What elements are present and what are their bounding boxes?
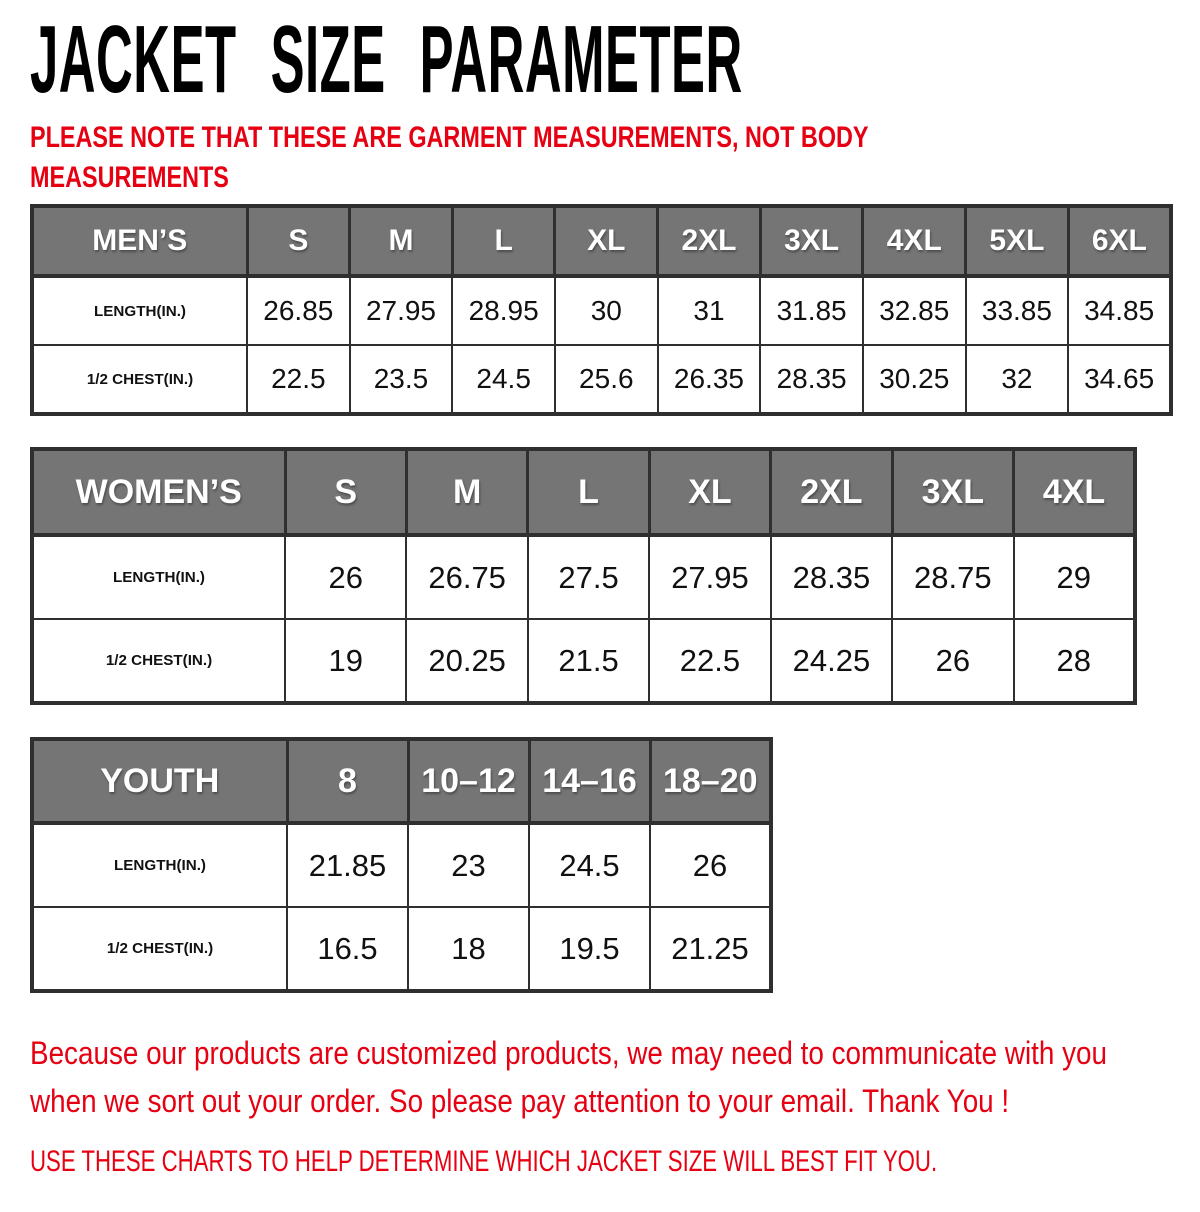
mens-size-column-header: S	[247, 206, 350, 276]
womens-size-column-header: L	[528, 449, 649, 535]
womens-size-column-header: XL	[649, 449, 770, 535]
mens-size-value: 31.85	[760, 276, 863, 345]
mens-table-title: MEN’S	[32, 206, 247, 276]
mens-size-value: 25.6	[555, 345, 658, 414]
womens-table-row	[32, 535, 1135, 619]
womens-row-label: 1/2 CHEST(IN.)	[32, 619, 285, 703]
mens-size-value: 30.25	[863, 345, 966, 414]
womens-size-value: 26	[892, 619, 1013, 703]
garment-measurement-note-line2: MEASUREMENTS	[30, 161, 229, 194]
mens-size-value: 34.65	[1068, 345, 1171, 414]
youth-size-value: 21.85	[287, 823, 408, 907]
mens-size-value: 26.35	[658, 345, 761, 414]
garment-measurement-note	[30, 118, 943, 198]
youth-size-value: 26	[650, 823, 771, 907]
womens-size-value: 26	[285, 535, 406, 619]
mens-size-column-header: XL	[555, 206, 658, 276]
womens-row-label: LENGTH(IN.)	[32, 535, 285, 619]
mens-table-row	[32, 276, 1171, 345]
womens-size-value: 27.95	[649, 535, 770, 619]
youth-size-value: 16.5	[287, 907, 408, 991]
mens-size-value: 27.95	[350, 276, 453, 345]
youth-size-column-header: 14–16	[529, 739, 650, 823]
mens-size-column-header: 6XL	[1068, 206, 1171, 276]
page-title	[30, 6, 1200, 113]
customization-notice-line2: when we sort out your order. So please pay attention to your email. Thank You !	[30, 1083, 1010, 1119]
womens-size-value: 22.5	[649, 619, 770, 703]
womens-size-value: 28.75	[892, 535, 1013, 619]
youth-size-value: 18	[408, 907, 529, 991]
womens-size-value: 24.25	[771, 619, 892, 703]
mens-size-value: 24.5	[452, 345, 555, 414]
youth-row-label: 1/2 CHEST(IN.)	[32, 907, 287, 991]
womens-size-table	[30, 447, 1137, 705]
mens-size-value: 23.5	[350, 345, 453, 414]
womens-size-value: 29	[1014, 535, 1135, 619]
womens-size-column-header: 2XL	[771, 449, 892, 535]
customization-notice	[30, 1029, 1108, 1125]
page-title-text: JACKET SIZE PARAMETER	[30, 6, 743, 113]
garment-measurement-note-line1: PLEASE NOTE THAT THESE ARE GARMENT MEASUREMENTS, NOT BODY	[30, 121, 869, 154]
mens-size-column-header: M	[350, 206, 453, 276]
mens-size-column-header: L	[452, 206, 555, 276]
youth-size-column-header: 18–20	[650, 739, 771, 823]
mens-header-row	[32, 206, 1171, 276]
mens-row-label: LENGTH(IN.)	[32, 276, 247, 345]
youth-header-row	[32, 739, 771, 823]
mens-size-value: 28.35	[760, 345, 863, 414]
mens-size-value: 33.85	[966, 276, 1069, 345]
youth-size-value: 24.5	[529, 823, 650, 907]
mens-size-column-header: 3XL	[760, 206, 863, 276]
mens-table-row	[32, 345, 1171, 414]
mens-size-value: 32	[966, 345, 1069, 414]
womens-size-value: 27.5	[528, 535, 649, 619]
youth-size-value: 23	[408, 823, 529, 907]
womens-size-column-header: 4XL	[1014, 449, 1135, 535]
mens-size-value: 32.85	[863, 276, 966, 345]
womens-size-value: 20.25	[406, 619, 527, 703]
youth-size-column-header: 10–12	[408, 739, 529, 823]
youth-size-value: 21.25	[650, 907, 771, 991]
youth-table-title: YOUTH	[32, 739, 287, 823]
mens-size-table	[30, 204, 1173, 416]
womens-size-value: 21.5	[528, 619, 649, 703]
youth-size-column-header: 8	[287, 739, 408, 823]
womens-size-column-header: S	[285, 449, 406, 535]
mens-row-label: 1/2 CHEST(IN.)	[32, 345, 247, 414]
womens-size-value: 28.35	[771, 535, 892, 619]
womens-size-value: 28	[1014, 619, 1135, 703]
mens-size-value: 31	[658, 276, 761, 345]
womens-size-value: 19	[285, 619, 406, 703]
mens-size-value: 26.85	[247, 276, 350, 345]
mens-size-value: 28.95	[452, 276, 555, 345]
womens-size-column-header: 3XL	[892, 449, 1013, 535]
womens-size-column-header: M	[406, 449, 527, 535]
mens-size-column-header: 5XL	[966, 206, 1069, 276]
womens-header-row	[32, 449, 1135, 535]
youth-table-row	[32, 907, 771, 991]
mens-size-value: 30	[555, 276, 658, 345]
youth-row-label: LENGTH(IN.)	[32, 823, 287, 907]
mens-size-column-header: 4XL	[863, 206, 966, 276]
womens-table-row	[32, 619, 1135, 703]
womens-table-title: WOMEN’S	[32, 449, 285, 535]
mens-size-value: 34.85	[1068, 276, 1171, 345]
youth-size-value: 19.5	[529, 907, 650, 991]
fit-guidance-note: USE THESE CHARTS TO HELP DETERMINE WHICH JACKET SIZE WILL BEST FIT YOU.	[30, 1145, 938, 1178]
customization-notice-line1: Because our products are customized products, we may need to communicate with you	[30, 1035, 1108, 1071]
youth-size-table	[30, 737, 773, 993]
mens-size-column-header: 2XL	[658, 206, 761, 276]
mens-size-value: 22.5	[247, 345, 350, 414]
youth-table-row	[32, 823, 771, 907]
womens-size-value: 26.75	[406, 535, 527, 619]
